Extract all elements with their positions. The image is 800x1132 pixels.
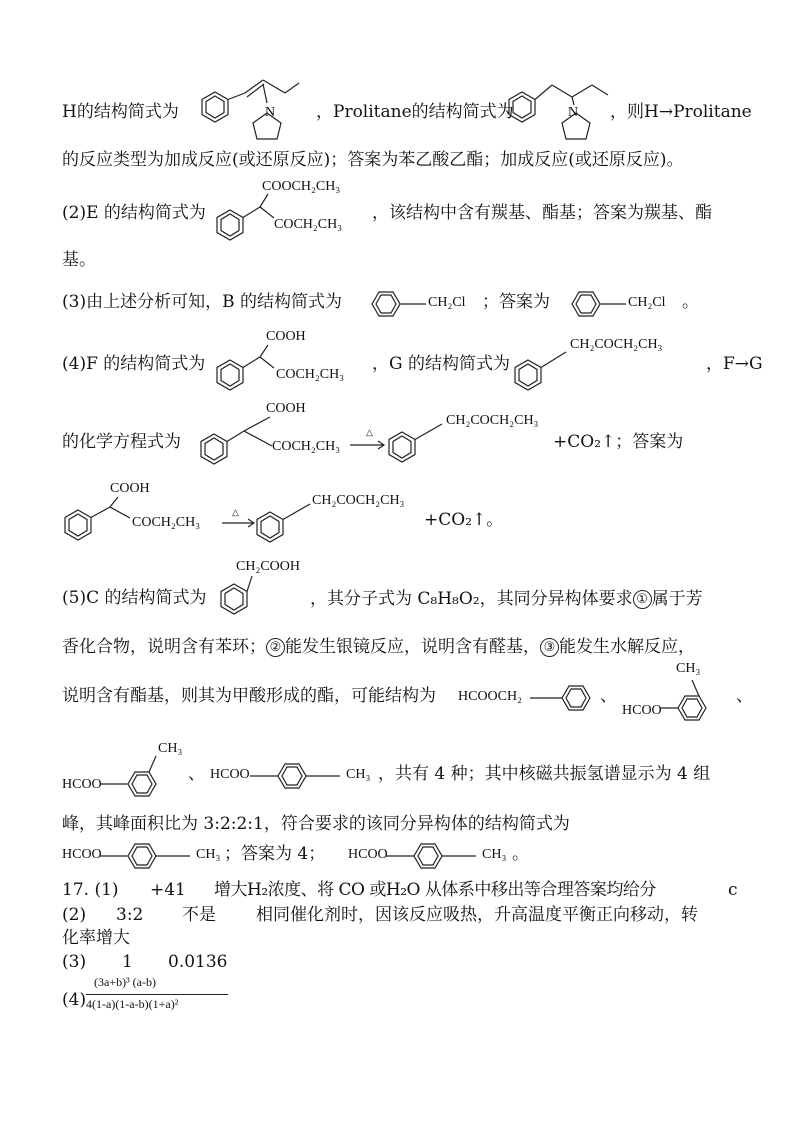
q17-part3-label: (3) bbox=[62, 952, 87, 972]
ans-delta: △ bbox=[232, 507, 239, 517]
c-molecule bbox=[212, 568, 272, 628]
q17-part2-text-end: 化率增大 bbox=[62, 928, 130, 948]
reaction-type-text: 的反应类型为加成反应(或还原反应)；答案为苯乙酸乙酯；加成反应(或还原反应)。 bbox=[62, 150, 684, 170]
isomer4-ch3: CH₃ bbox=[346, 767, 371, 782]
q17-part2-ratio: 3:2 bbox=[116, 905, 144, 925]
c-formula-text: ，其分子式为 C₈H₈O₂，其同分异构体要求 ① 属于芳 bbox=[310, 589, 703, 609]
answer-end: 。 bbox=[512, 844, 529, 864]
f-structure-label: (4)F 的结构简式为 bbox=[62, 354, 206, 374]
prolitane-molecule bbox=[502, 75, 622, 145]
q17-part3-value2: 0.0136 bbox=[168, 952, 228, 972]
e-structure-label: (2)E 的结构简式为 bbox=[62, 203, 206, 223]
answer-hcoo: HCOO bbox=[348, 847, 388, 862]
q17-part2-text: 相同催化剂时，因该反应吸热，升高温度平衡正向移动，转 bbox=[256, 905, 698, 925]
isomer3-molecule bbox=[100, 748, 190, 808]
f-sub-bottom: COCH₂CH₃ bbox=[276, 367, 345, 382]
q17-part1-text: 增大H₂浓度、将 CO 或H₂O 从体系中移出等合理答案均给分 bbox=[214, 880, 656, 900]
sep-1: 、 bbox=[600, 686, 617, 706]
final-answer-text: ；答案为 4； bbox=[224, 844, 326, 864]
isomer3-ch3: CH₃ bbox=[158, 741, 183, 756]
final-ch3: CH₃ bbox=[196, 847, 221, 862]
c-structure-label: (5)C 的结构简式为 bbox=[62, 588, 207, 608]
eq-f-sub-top: COOH bbox=[266, 401, 306, 416]
f-sub-top: COOH bbox=[266, 329, 306, 344]
b-answer-end: 。 bbox=[682, 292, 699, 312]
e-sub-top: COOCH₂CH₃ bbox=[262, 179, 341, 194]
nmr-text: 峰，其峰面积比为 3:2:2:1，符合要求的该同分异构体的结构简式为 bbox=[62, 814, 570, 834]
circle-number-1: ① bbox=[633, 590, 652, 609]
q17-part1-label: 17. (1) bbox=[62, 880, 119, 900]
answer-ch3: CH₃ bbox=[482, 847, 507, 862]
isomer2-hcoo: HCOO bbox=[622, 703, 662, 718]
eq-co2-answer: +CO₂↑；答案为 bbox=[553, 432, 684, 452]
eq-arrow bbox=[350, 440, 386, 450]
prolitane-n-atom: N bbox=[568, 105, 579, 120]
b-answer-sub: CH₂Cl bbox=[628, 295, 666, 310]
isomer-count-text: ，共有 4 种；其中核磁共振氢谱显示为 4 组 bbox=[378, 764, 711, 784]
ans-f-molecule bbox=[60, 490, 140, 550]
final-molecule bbox=[100, 838, 200, 878]
b-answer-label: ；答案为 bbox=[482, 292, 550, 312]
q17-part4-label: (4) bbox=[62, 990, 87, 1010]
possible-structures-text: 说明含有酯基，则其为甲酸形成的酯，可能结构为 bbox=[62, 686, 436, 706]
prolitane-label: ，Prolitane的结构简式为 bbox=[316, 102, 514, 122]
h-n-atom: N bbox=[265, 105, 276, 120]
b-structure-label: (3)由上述分析可知，B 的结构简式为 bbox=[62, 292, 342, 312]
isomer1-molecule bbox=[530, 680, 600, 720]
isomer1-hcooch2: HCOOCH₂ bbox=[458, 689, 522, 704]
g-structure-label: ，G 的结构简式为 bbox=[372, 354, 510, 374]
ans-f-sub-bottom: COCH₂CH₃ bbox=[132, 515, 201, 530]
eq-f-molecule bbox=[196, 414, 276, 474]
h-to-prolitane-text: ，则H→Prolitane bbox=[610, 102, 752, 122]
g-sub: CH₂COCH₂CH₃ bbox=[570, 337, 663, 352]
isomer2-ch3: CH₃ bbox=[676, 661, 701, 676]
circle-number-2: ② bbox=[266, 638, 285, 657]
eq-f-sub-bottom: COCH₂CH₃ bbox=[272, 439, 341, 454]
isomer3-hcoo: HCOO bbox=[62, 777, 102, 792]
fraction-bar bbox=[86, 994, 228, 995]
q17-part3-value1: 1 bbox=[122, 952, 133, 972]
q17-part1-value: +41 bbox=[150, 880, 186, 900]
eq-g-sub: CH₂COCH₂CH₃ bbox=[446, 413, 539, 428]
ans-co2-end: +CO₂↑。 bbox=[424, 510, 504, 530]
circle-number-3: ③ bbox=[540, 638, 559, 657]
e-sub-bottom: COCH₂CH₃ bbox=[274, 217, 343, 232]
ans-arrow bbox=[222, 518, 256, 528]
final-hcoo: HCOO bbox=[62, 847, 102, 862]
q17-part1-answer: c bbox=[728, 880, 738, 900]
eq-delta: △ bbox=[366, 427, 373, 437]
fraction-denominator: 4(1-a)(1-a-b)(1+a)² bbox=[86, 997, 179, 1011]
ans-g-sub: CH₂COCH₂CH₃ bbox=[312, 493, 405, 508]
h-structure-label: H的结构简式为 bbox=[62, 102, 179, 122]
f-to-g-text: ，F→G bbox=[706, 354, 763, 374]
ans-f-sub-top: COOH bbox=[110, 481, 150, 496]
isomer4-molecule bbox=[250, 758, 350, 798]
fraction-numerator: (3a+b)³ (a-b) bbox=[94, 975, 156, 989]
sep-3: 、 bbox=[188, 764, 205, 784]
answer-molecule bbox=[386, 838, 486, 878]
b-sub: CH₂Cl bbox=[428, 295, 466, 310]
h-structure-molecule bbox=[195, 75, 315, 145]
sep-2: 、 bbox=[736, 686, 753, 706]
q17-part2-no: 不是 bbox=[182, 905, 216, 925]
requirements-line: 香化合物，说明含有苯环； ② 能发生银镜反应，说明含有醛基， ③ 能发生水解反应， bbox=[62, 637, 695, 657]
isomer4-hcoo: HCOO bbox=[210, 767, 250, 782]
e-groups-text: ，该结构中含有羰基、酯基；答案为羰基、酯 bbox=[372, 203, 712, 223]
isomer2-molecule bbox=[660, 672, 730, 732]
equation-label: 的化学方程式为 bbox=[62, 432, 181, 452]
q17-part2-label: (2) bbox=[62, 905, 87, 925]
e-groups-text-end: 基。 bbox=[62, 250, 96, 270]
c-sub: CH₂COOH bbox=[236, 559, 300, 574]
